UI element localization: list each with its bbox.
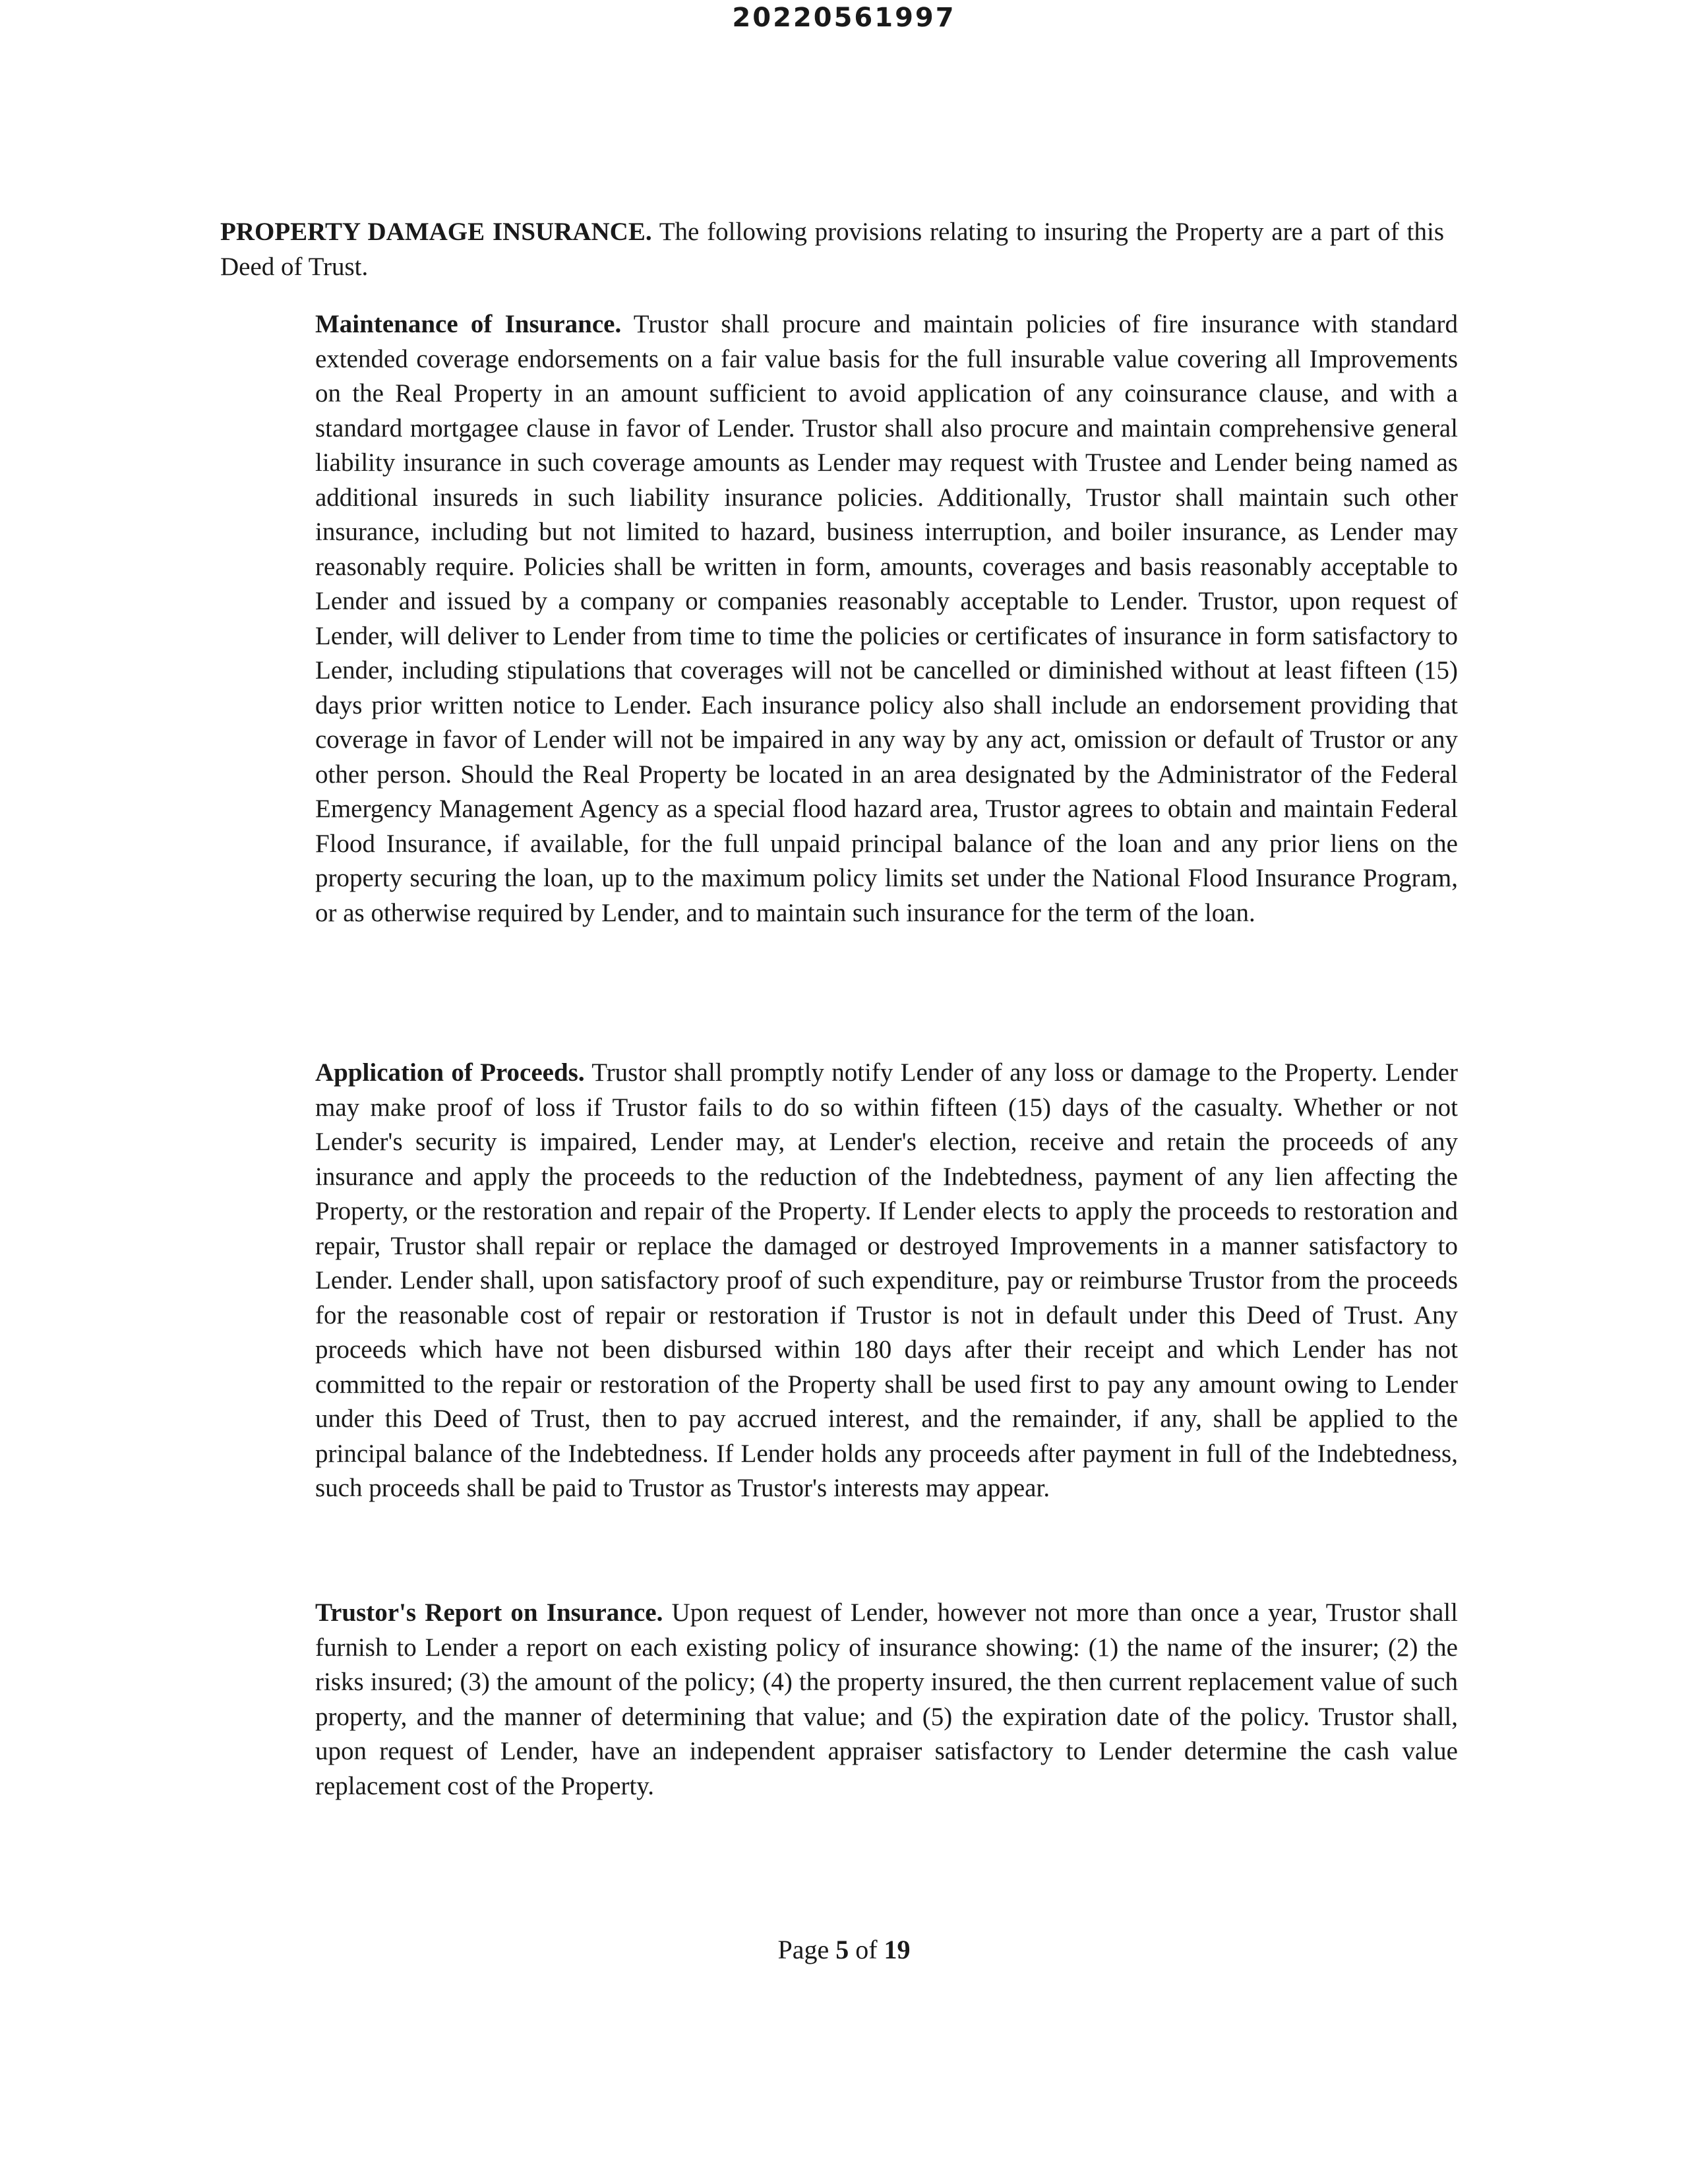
of-label: of xyxy=(855,1935,878,1964)
intro-paragraph xyxy=(220,215,1444,284)
section-heading: Trustor's Report on Insurance. xyxy=(315,1598,663,1627)
section-text: Upon request of Lender, however not more than once a year, Trustor shall furnish to Lender a report on each existing policy of insurance showing: (1) the name of the insurer; (2) the risks insured; (3) the amount of the policy; (4) the property insured, the then current replacement value of such property, and the manner of determining that value; and (5) the expiration date of the policy. Trustor shall, upon request of Lender, have an independent appraiser satisfactory to Lender determine the cash value replacement cost of the Property. xyxy=(315,1598,1458,1800)
page-total: 19 xyxy=(884,1935,911,1964)
section-text: Trustor shall promptly notify Lender of any loss or damage to the Property. Lender may make proof of loss if Trustor fails to do so within fifteen (15) days of the casualty. Whether or not Lender's security is impaired, Lender may, at Lender's election, receive and retain the proceeds of any insurance and apply the proceeds to the reduction of the Indebtedness, payment of any lien affecting the Property, or the restoration and repair of the Property. If Lender elects to apply the proceeds to restoration and repair, Trustor shall repair or replace the damaged or destroyed Improvements in a manner satisfactory to Lender. Lender shall, upon satisfactory proof of such expenditure, pay or reimburse Trustor from the proceeds for the reasonable cost of repair or restoration if Trustor is not in default under this Deed of Trust. Any proceeds which have not been disbursed within 180 days after their receipt and which Lender has not committed to the repair or restoration of the Property shall be used first to pay any amount owing to Lender under this Deed of Trust, then to pay accrued interest, and the remainder, if any, shall be applied to the principal balance of the Indebtedness. If Lender holds any proceeds after payment in full of the Indebtedness, such proceeds shall be paid to Trustor as Trustor's interests may appear. xyxy=(315,1058,1458,1502)
section-text: Trustor shall procure and maintain policies of fire insurance with standard extended coverage endorsements on a fair value basis for the full insurable value covering all Improvements on the Real Property in an amount sufficient to avoid application of any coinsurance clause, and with a standard mortgagee clause in favor of Lender. Trustor shall also procure and maintain comprehensive general liability insurance in such coverage amounts as Lender may request with Trustee and Lender being named as additional insureds in such liability insurance policies. Additionally, Trustor shall maintain such other insurance, including but not limited to hazard, business interruption, and boiler insurance, as Lender may reasonably require. Policies shall be written in form, amounts, coverages and basis reasonably acceptable to Lender and issued by a company or companies reasonably acceptable to Lender. Trustor, upon request of Lender, will deliver to Lender from time to time the policies or certificates of insurance in form satisfactory to Lender, including stipulations that coverages will not be cancelled or diminished without at least fifteen (15) days prior written notice to Lender. Each insurance policy also shall include an endorsement providing that coverage in favor of Lender will not be impaired in any way by any act, omission or default of Trustor or any other person. Should the Real Property be located in an area designated by the Administrator of the Federal Emergency Management Agency as a special flood hazard area, Trustor agrees to obtain and maintain Federal Flood Insurance, if available, for the full unpaid principal balance of the loan and any prior liens on the property securing the loan, up to the maximum policy limits set under the National Flood Insurance Program, or as otherwise required by Lender, and to maintain such insurance for the term of the loan. xyxy=(315,310,1458,927)
section-heading: Application of Proceeds. xyxy=(315,1058,585,1087)
recording-number: 20220561997 xyxy=(732,3,956,33)
page-label: Page xyxy=(777,1935,829,1964)
page-number: 5 xyxy=(835,1935,849,1964)
section-heading: Maintenance of Insurance. xyxy=(315,310,622,338)
trustors-report-on-insurance-paragraph xyxy=(315,1596,1458,1804)
application-of-proceeds-paragraph xyxy=(315,1056,1458,1506)
intro-text: The following provisions relating to insuring the Property are a part of this Deed of Trust. xyxy=(220,218,1444,281)
intro-heading: PROPERTY DAMAGE INSURANCE. xyxy=(220,218,652,246)
page-footer xyxy=(0,1934,1688,1965)
maintenance-of-insurance-paragraph xyxy=(315,307,1458,930)
